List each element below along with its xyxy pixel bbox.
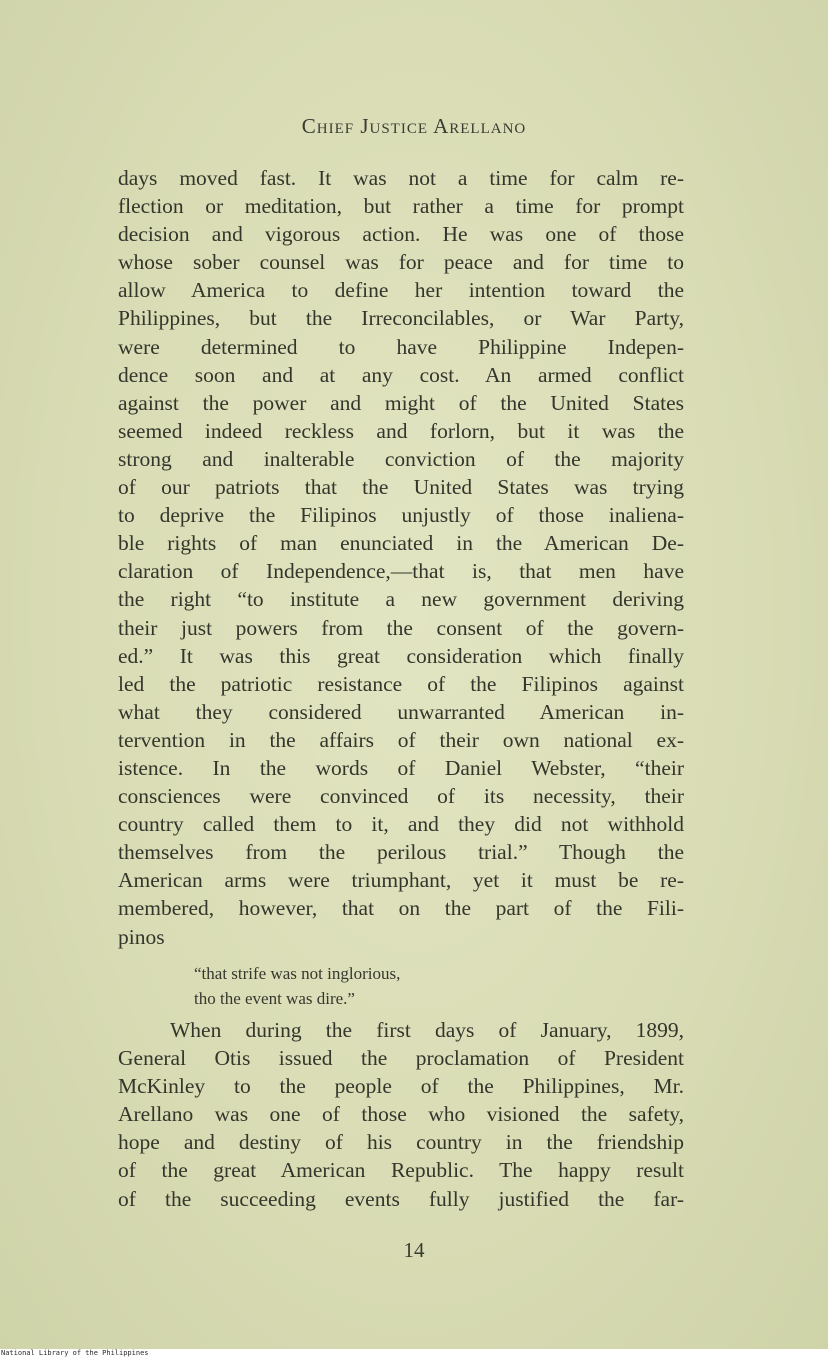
block-quote bbox=[194, 961, 400, 1011]
text-line: of the great American Republic. The happy result bbox=[118, 1158, 684, 1183]
quote-line: tho the event was dire.” bbox=[194, 989, 355, 1008]
text-line: were determined to have Philippine Indepen- bbox=[118, 334, 684, 359]
text-line: the right “to institute a new government deriving bbox=[118, 587, 684, 612]
text-line: dence soon and at any cost. An armed conflict bbox=[118, 362, 684, 387]
text-line: seemed indeed reckless and forlorn, but it was the bbox=[118, 418, 684, 443]
text-line: ble rights of man enunciated in the American De- bbox=[118, 531, 684, 556]
text-line: General Otis issued the proclamation of President bbox=[118, 1046, 684, 1071]
running-head: Chief Justice Arellano bbox=[301, 114, 527, 138]
text-line: themselves from the perilous trial.” Though the bbox=[118, 840, 684, 865]
text-line: decision and vigorous action. He was one of those bbox=[118, 222, 684, 247]
text-line: consciences were convinced of its necessity, their bbox=[118, 784, 684, 809]
text-line: claration of Independence,—that is, that men have bbox=[118, 559, 684, 584]
library-credit: National Library of the Philippines bbox=[0, 1349, 153, 1358]
text-line: Arellano was one of those who visioned the safety, bbox=[118, 1102, 684, 1127]
text-line: allow America to define her intention toward the bbox=[118, 278, 684, 303]
text-line: country called them to it, and they did not withhold bbox=[118, 812, 684, 837]
text-line: istence. In the words of Daniel Webster, “their bbox=[118, 755, 684, 780]
text-line: membered, however, that on the part of the Fili- bbox=[118, 896, 684, 921]
page-number: 14 bbox=[403, 1238, 425, 1262]
text-line: ed.” It was this great consideration which finally bbox=[118, 643, 684, 668]
text-line: of our patriots that the United States was trying bbox=[118, 475, 684, 500]
text-line: days moved fast. It was not a time for calm re- bbox=[118, 166, 684, 190]
text-line: McKinley to the people of the Philippines, Mr. bbox=[118, 1074, 684, 1099]
paragraph-2 bbox=[118, 1016, 684, 1213]
text-line: whose sober counsel was for peace and for time to bbox=[118, 250, 684, 275]
text-line: hope and destiny of his country in the friendship bbox=[118, 1130, 684, 1155]
text-line: Philippines, but the Irreconcilables, or War Party, bbox=[118, 306, 684, 331]
text-line: tervention in the affairs of their own national ex- bbox=[118, 727, 684, 752]
text-line: against the power and might of the United States bbox=[118, 390, 684, 415]
text-line: American arms were triumphant, yet it must be re- bbox=[118, 868, 684, 893]
text-line: what they considered unwarranted American in- bbox=[118, 699, 684, 724]
text-line: When during the first days of January, 1899, bbox=[170, 1018, 684, 1042]
quote-line: “that strife was not inglorious, bbox=[194, 964, 401, 983]
text-line: led the patriotic resistance of the Filipinos against bbox=[118, 671, 684, 696]
paragraph-1 bbox=[118, 164, 684, 951]
text-line: flection or meditation, but rather a time for prompt bbox=[118, 194, 684, 219]
text-line: of the succeeding events fully justified the far- bbox=[118, 1186, 684, 1211]
text-line: strong and inalterable conviction of the majority bbox=[118, 446, 684, 471]
text-line: their just powers from the consent of the govern- bbox=[118, 615, 684, 640]
text-line: pinos bbox=[118, 924, 165, 949]
text-line: to deprive the Filipinos unjustly of those inaliena- bbox=[118, 503, 684, 528]
